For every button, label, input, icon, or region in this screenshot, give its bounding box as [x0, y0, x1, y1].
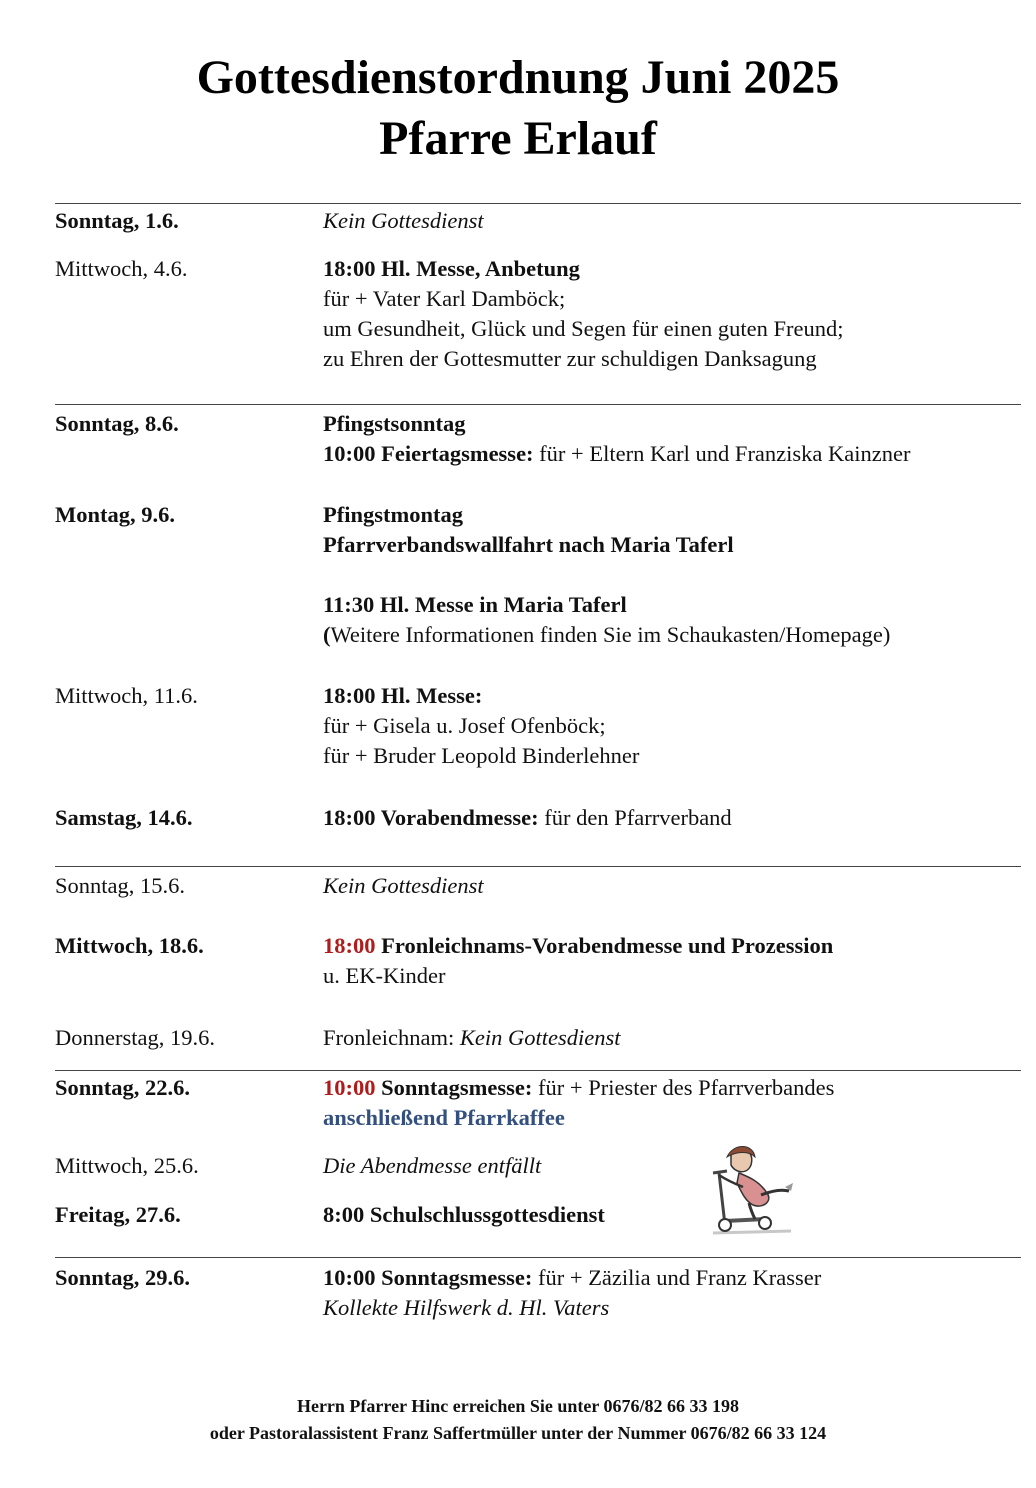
entry-day: Freitag, 27.6. [55, 1202, 181, 1227]
entry-line [323, 1151, 541, 1181]
entry-text: Die Abendmesse entfällt [323, 1153, 542, 1178]
entry-day: Mittwoch, 4.6. [55, 256, 188, 281]
entry-line [323, 931, 833, 961]
entry-text: für + Vater Karl Damböck; [323, 286, 566, 311]
entry-day: Mittwoch, 11.6. [55, 683, 198, 708]
entry-text: für den Pfarrverband [538, 805, 732, 830]
entry-day: Mittwoch, 18.6. [55, 933, 204, 958]
entry-line [323, 439, 910, 469]
entry-line [323, 254, 580, 284]
entry-day: Sonntag, 29.6. [55, 1265, 191, 1290]
entry-text: für + Eltern Karl und Franziska Kainzner [533, 441, 911, 466]
entry-line [323, 1023, 620, 1053]
entry-day: Sonntag, 22.6. [55, 1075, 191, 1100]
entry-line [323, 206, 484, 236]
divider [55, 866, 1021, 867]
entry-line [323, 1293, 609, 1323]
entry-text: Weitere Informationen finden Sie im Schaukasten/Homepage) [330, 622, 891, 647]
entry-day: Montag, 9.6. [55, 502, 175, 527]
entry-line [323, 711, 606, 741]
entry-text: Fronleichnam: [323, 1025, 460, 1050]
entry-text: 10:00 Sonntagsmesse: [323, 1265, 533, 1290]
divider [55, 404, 1021, 405]
entry-text: 10:00 [323, 1075, 376, 1100]
entry-line [323, 500, 463, 530]
entry-text: 11:30 Hl. Messe in Maria Taferl [323, 592, 627, 617]
entry-text: 18:00 Vorabendmesse: [323, 805, 539, 830]
entry-line [323, 530, 734, 560]
entry-day: Mittwoch, 25.6. [55, 1153, 199, 1178]
entry-text: u. EK-Kinder [323, 963, 446, 988]
entry-text: 8:00 Schulschlussgottesdienst [323, 1202, 605, 1227]
entry-text: Kein Gottesdienst [323, 873, 484, 898]
entry-text: 18:00 Hl. Messe, Anbetung [323, 256, 580, 281]
entry-day: Sonntag, 1.6. [55, 208, 179, 233]
entry-line [323, 1200, 605, 1230]
entry-text: Sonntagsmesse: [375, 1075, 533, 1100]
page-subtitle: Pfarre Erlauf [379, 112, 657, 165]
divider [55, 203, 1021, 204]
entry-line [323, 1103, 565, 1133]
entry-text: 10:00 Feiertagsmesse: [323, 441, 534, 466]
page-title: Gottesdienstordnung Juni 2025 [196, 51, 840, 104]
entry-line [323, 681, 482, 711]
entry-line [323, 1263, 821, 1293]
entry-text: ( [323, 622, 331, 647]
entry-line [323, 344, 817, 374]
entry-line [323, 409, 466, 439]
entry-line [323, 871, 484, 901]
entry-day: Sonntag, 8.6. [55, 411, 179, 436]
entry-day: Samstag, 14.6. [55, 805, 193, 830]
entry-text: Pfarrverbandswallfahrt nach Maria Taferl [323, 532, 734, 557]
entry-text: 18:00 [323, 933, 376, 958]
entry-line [323, 284, 565, 314]
entry-line [323, 620, 890, 650]
entry-text: Fronleichnams-Vorabendmesse und Prozession [375, 933, 834, 958]
entry-line [323, 590, 627, 620]
entry-text: für + Priester des Pfarrverbandes [532, 1075, 835, 1100]
entry-text: um Gesundheit, Glück und Segen für einen guten Freund; [323, 316, 844, 341]
entry-day: Donnerstag, 19.6. [55, 1025, 215, 1050]
entry-line [323, 314, 844, 344]
entry-text: 18:00 Hl. Messe: [323, 683, 483, 708]
entry-text: Pfingstmontag [323, 502, 463, 527]
entry-text: Kein Gottesdienst [459, 1025, 621, 1050]
entry-text: Kollekte Hilfswerk d. Hl. Vaters [323, 1295, 610, 1320]
entry-text: anschließend Pfarrkaffee [323, 1105, 565, 1130]
entry-line [323, 961, 445, 991]
entry-text: zu Ehren der Gottesmutter zur schuldigen Danksagung [323, 346, 817, 371]
entry-text: für + Bruder Leopold Binderlehner [323, 743, 640, 768]
divider [55, 1257, 1021, 1258]
entry-line [323, 803, 732, 833]
divider [55, 1070, 1021, 1071]
entry-text: Pfingstsonntag [323, 411, 466, 436]
entry-line [323, 741, 639, 771]
entry-text: Kein Gottesdienst [323, 208, 484, 233]
entry-text: für + Zäzilia und Franz Krasser [532, 1265, 822, 1290]
child-on-scooter-icon [703, 1143, 798, 1238]
entry-text: für + Gisela u. Josef Ofenböck; [323, 713, 606, 738]
entry-line [323, 1073, 834, 1103]
contact-line-1: Herrn Pfarrer Hinc erreichen Sie unter 0676/82 66 33 198 [296, 1396, 740, 1416]
entry-day: Sonntag, 15.6. [55, 873, 186, 898]
contact-line-2: oder Pastoralassistent Franz Saffertmüller unter der Nummer 0676/82 66 33 124 [209, 1423, 827, 1443]
